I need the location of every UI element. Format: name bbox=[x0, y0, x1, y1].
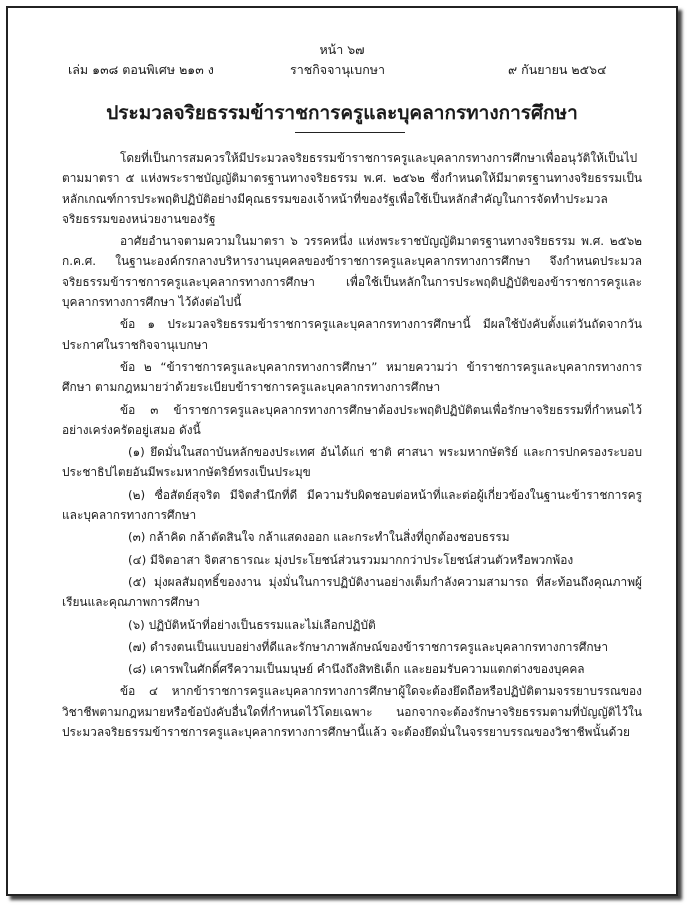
clause-1: ข้อ ๑ ประมวลจริยธรรมข้าราชการครูและบุคลากรทางการศึกษานี้ มีผลใช้บังคับตั้งแต่วันถัดจากวันประกาศในราชกิจจานุเบกษา bbox=[62, 317, 642, 352]
gazette-volume: เล่ม ๑๓๘ ตอนพิเศษ ๒๑๓ ง bbox=[68, 62, 214, 77]
clause-3-item-7: (๗) ดำรงตนเป็นแบบอย่างที่ดีและรักษาภาพลักษณ์ของข้าราชการครูและบุคลากรทางการศึกษา bbox=[128, 639, 609, 654]
clause-4: ข้อ ๔ หากข้าราชการครูและบุคลากรทางการศึกษาผู้ใดจะต้องยึดถือหรือปฏิบัติตามจรรยาบรรณของวิชาชีพตามกฎหมายหรือข้อบังคับอื่นใดที่กำหนดไว้โดยเฉพาะ นอกจากจะต้องรักษาจริยธรรมตามที่บัญญัติไว้ในประมวลจริยธรรมข้าราชการครูและบุคลากรทางการศึกษานี้แล้ว จะต้องยึดมั่นในจรรยาบรรณของวิชาชีพนั้นด้วย bbox=[62, 684, 642, 740]
page-number: หน้า ๖๗ bbox=[319, 42, 365, 57]
gazette-name: ราชกิจจานุเบกษา bbox=[290, 62, 386, 77]
clause-3-item-8: (๘) เคารพในศักดิ์ศรีความเป็นมนุษย์ คำนึงถึงสิทธิเด็ก และยอมรับความแตกต่างของบุคคล bbox=[128, 662, 585, 677]
clause-3-item-5: (๕) มุ่งผลสัมฤทธิ์ของงาน มุ่งมั่นในการปฏิบัติงานอย่างเต็มกำลังความสามารถ ที่สะท้อนถึงคุณภาพผู้เรียนและคุณภาพการศึกษา bbox=[62, 574, 642, 610]
clause-2: ข้อ ๒ “ข้าราชการครูและบุคลากรทางการศึกษา” หมายความว่า ข้าราชการครูและบุคลากรทางการศึกษา ตามกฎหมายว่าด้วยระเบียบข้าราชการครูและบุคลากรทางการศึกษา bbox=[62, 359, 642, 395]
clause-3-item-3: (๓) กล้าคิด กล้าตัดสินใจ กล้าแสดงออก และกระทำในสิ่งที่ถูกต้องชอบธรรม bbox=[128, 530, 510, 545]
clause-3-item-4: (๔) มีจิตอาสา จิตสาธารณะ มุ่งประโยชน์ส่วนรวมมากกว่าประโยชน์ส่วนตัวหรือพวกพ้อง bbox=[128, 552, 574, 567]
gazette-date: ๙ กันยายน ๒๕๖๔ bbox=[508, 62, 607, 77]
document-body bbox=[62, 148, 642, 744]
preamble-paragraph: โดยที่เป็นการสมควรให้มีประมวลจริยธรรมข้าราชการครูและบุคลากรทางการศึกษาเพื่ออนุวัติให้เป็นไปตามมาตรา ๕ แห่งพระราชบัญญัติมาตรฐานทางจริยธรรม พ.ศ. ๒๕๖๒ ซึ่งกำหนดให้มีมาตรฐานทางจริยธรรมเป็นหลักเกณฑ์การประพฤติปฏิบัติอย่างมีคุณธรรมของเจ้าหน้าที่ของรัฐเพื่อใช้เป็นหลักสำคัญในการจัดทำประมวลจริยธรรมของหน่วยงานของรัฐ bbox=[62, 151, 642, 226]
clause-3-item-1: (๑) ยึดมั่นในสถาบันหลักของประเทศ อันได้แก่ ชาติ ศาสนา พระมหากษัตริย์ และการปกครองระบอบประชาธิปไตยอันมีพระมหากษัตริย์ทรงเป็นประมุข bbox=[62, 445, 642, 480]
clause-3: ข้อ ๓ ข้าราชการครูและบุคลากรทางการศึกษาต้องประพฤติปฏิบัติตนเพื่อรักษาจริยธรรมที่กำหนดไว้อย่างเคร่งครัดอยู่เสมอ ดังนี้ bbox=[62, 402, 642, 437]
clause-3-item-2: (๒) ซื่อสัตย์สุจริต มีจิตสำนึกที่ดี มีความรับผิดชอบต่อหน้าที่และต่อผู้เกี่ยวข้องในฐานะข้าราชการครูและบุคลากรทางการศึกษา bbox=[62, 487, 642, 523]
clause-3-item-6: (๖) ปฏิบัติหน้าที่อย่างเป็นธรรมและไม่เลือกปฏิบัติ bbox=[128, 617, 376, 632]
title-underline bbox=[295, 132, 405, 133]
authority-paragraph: อาศัยอำนาจตามความในมาตรา ๖ วรรคหนึ่ง แห่งพระราชบัญญัติมาตรฐานทางจริยธรรม พ.ศ. ๒๕๖๒ ก.ค.ศ. ในฐานะองค์กรกลางบริหารงานบุคคลของข้าราชการครูและบุคลากรทางการศึกษา จึงกำหนดประมวลจริยธรรมข้าราชการครูและบุคลากรทางการศึกษา เพื่อใช้เป็นหลักในการประพฤติปฏิบัติของข้าราชการครูและบุคลากรทางการศึกษา ไว้ดังต่อไปนี้ bbox=[62, 234, 642, 310]
document-title: ประมวลจริยธรรมข้าราชการครูและบุคลากรทางการศึกษา bbox=[106, 102, 578, 124]
document-page bbox=[6, 6, 678, 896]
